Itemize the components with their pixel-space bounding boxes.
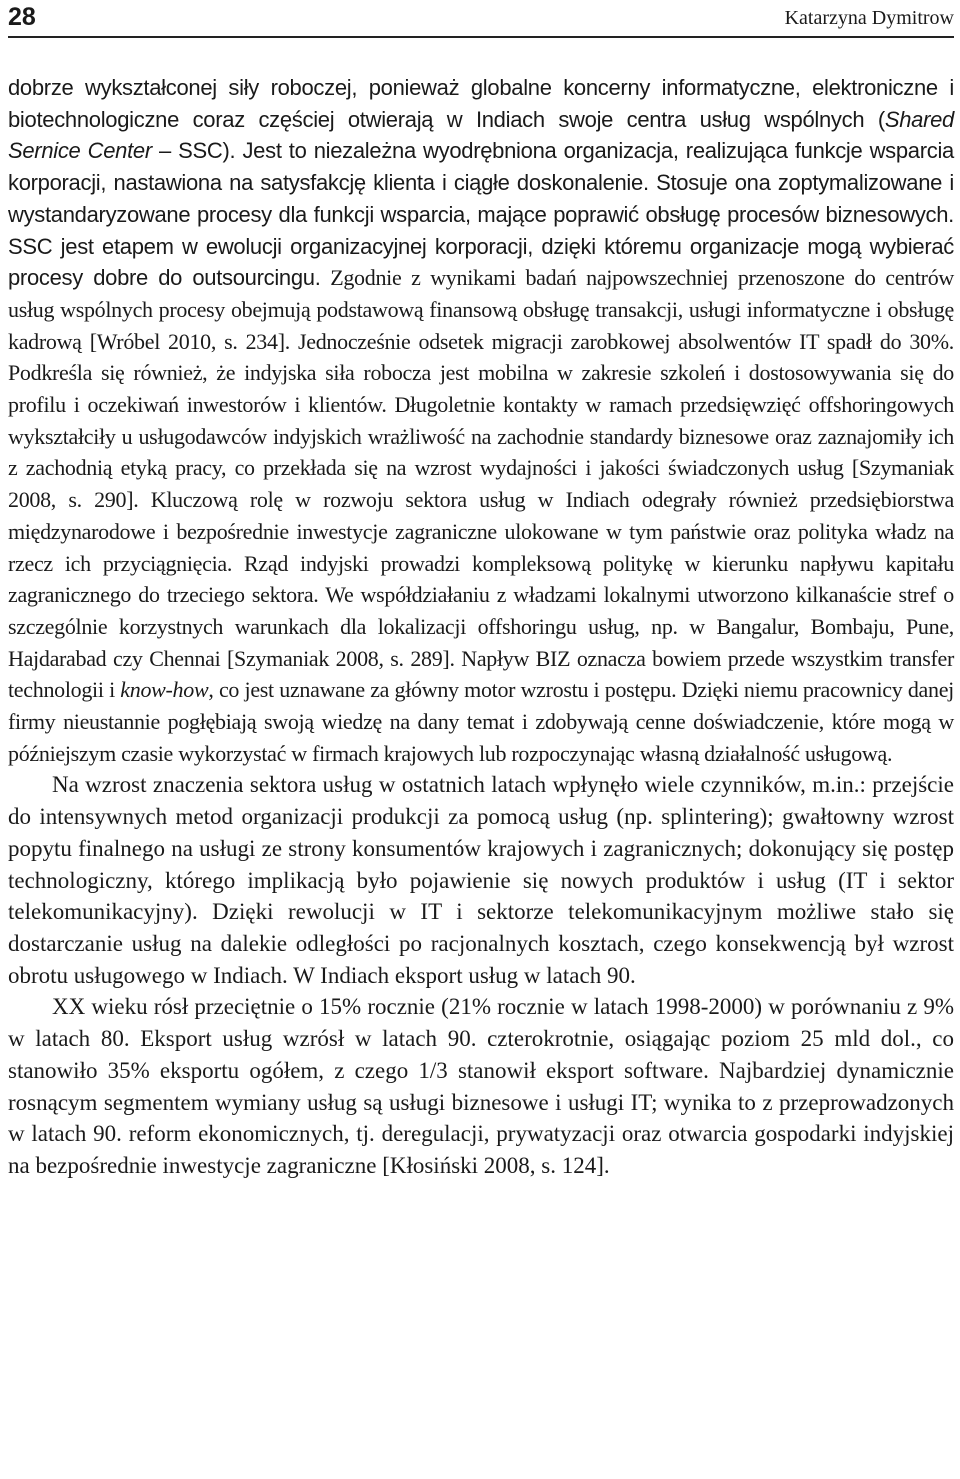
paragraph-1 bbox=[8, 72, 954, 769]
paragraph-1-part-d: , co jest uznawane za główny motor wzrostu i postępu. Dzięki niemu pracownicy danej firmy nieustannie pogłębiają swoją wiedzę na dany temat i zdobywają cenne doświadczenie, które mogą w późniejszym czasie wykorzystać w firmach krajowych lub rozpoczynając własną działalność usługową. bbox=[8, 677, 954, 766]
paragraph-3: XX wieku rósł przeciętnie o 15% rocznie (21% rocznie w latach 1998-2000) w porównaniu z 9% w latach 80. Eksport usług wzrósł w latach 90. czterokrotnie, osiągając poziom 25 mld dol., co stanowiło 35% eksportu ogółem, z czego 1/3 stanowił eksport software. Najbardziej dynamicznie rosnącym segmentem wymiany usług są usługi biznesowe i usługi IT; wynika to z przeprowadzonych w latach 90. reform ekonomicznych, tj. deregulacji, prywatyzacji oraz otwarcia gospodarki indyjskiej na bezpośrednie inwestycje zagraniczne [Kłosiński 2008, s. 124]. bbox=[8, 994, 954, 1178]
running-head-author: Katarzyna Dymitrow bbox=[784, 7, 954, 29]
page-number: 28 bbox=[8, 3, 36, 31]
paragraph-2: Na wzrost znaczenia sektora usług w ostatnich latach wpłynęło wiele czynników, m.in.: przejście do intensywnych metod organizacji produkcji za pomocą usług (np. splintering); gwałtowny wzrost popytu finalnego na usługi ze strony konsumentów krajowych i zagranicznych; dokonujący się postęp technologiczny, którego implikacją było pojawienie się nowych produktów i usług (IT i sektor telekomunikacyjny). Dzięki rewolucji w IT i sektorze telekomunikacyjnym możliwe stało się dostarczanie usług na dalekie odległości po racjonalnych kosztach, czego konsekwencją był wzrost obrotu usługowego w Indiach. W Indiach eksport usług w latach 90. bbox=[8, 772, 954, 988]
body-text bbox=[8, 72, 954, 1182]
paragraph-1-italic-term-2: know-how bbox=[120, 677, 209, 703]
paragraph-1-part-a: dobrze wykształconej siły roboczej, ponieważ globalne koncerny informatyczne, elektroniczne i biotechnologiczne coraz częściej otwierają w Indiach swoje centra usług wspólnych ( bbox=[8, 75, 954, 132]
paragraph-1-italic-term: Shared Sernice Center bbox=[8, 106, 954, 164]
paragraph-1-part-c: Zgodnie z wynikami badań najpowszechniej przenoszone do centrów usług wspólnych procesy obejmują podstawową finansową obsługę transakcji, usługi informatyczne i obsługę kadrową [Wróbel 2010, s. 234]. Jednocześnie odsetek migracji zarobkowej absolwentów IT spadł do 30%. Podkreśla się również, że indyjska siła robocza jest mobilna w zakresie szkoleń i dostosowywania się do profilu i oczekiwań inwestorów i klientów. Długoletnie kontakty w ramach przedsięwzięć offshoringowych wykształciły u usługodawców indyjskich wrażliwość na zachodnie standardy biznesowe oraz zaznajomiły ich z zachodnią etyką pracy, co przekłada się na wzrost wydajności i jakości świadczonych usług [Szymaniak 2008, s. 290]. Kluczową rolę w rozwoju sektora usług w Indiach odegrały również przedsiębiorstwa międzynarodowe i bezpośrednie inwestycje zagraniczne ulokowane w tym państwie oraz polityka władz na rzecz ich przyciągnięcia. Rząd indyjski prowadzi kompleksową politykę w kierunku napływu kapitału zagranicznego do trzeciego sektora. We współdziałaniu z władzami lokalnymi utworzono kilkanaście stref o szczególnie korzystnych warunkach dla lokalizacji offshoringu usług, np. w Bangalur, Bombaju, Pune, Hajdarabad czy Chennai [Szymaniak 2008, s. 289]. Napływ BIZ oznacza bowiem przede wszystkim transfer technologii i bbox=[8, 265, 954, 703]
page-header bbox=[8, 0, 954, 38]
paragraph-1-part-b: – SSC). Jest to niezależna wyodrębniona organizacja, realizująca funkcje wsparcia korporacji, nastawiona na satysfakcję klienta i ciągłe doskonalenie. Stosuje ona zoptymalizowane i wystandaryzowane procesy dla funkcji wsparcia, mające poprawić obsługę procesów biznesowych. SSC jest etapem w ewolucji organizacyjnej korporacji, dzięki któremu organizacje mogą wybierać procesy dobre do outsourcingu. bbox=[8, 138, 954, 291]
